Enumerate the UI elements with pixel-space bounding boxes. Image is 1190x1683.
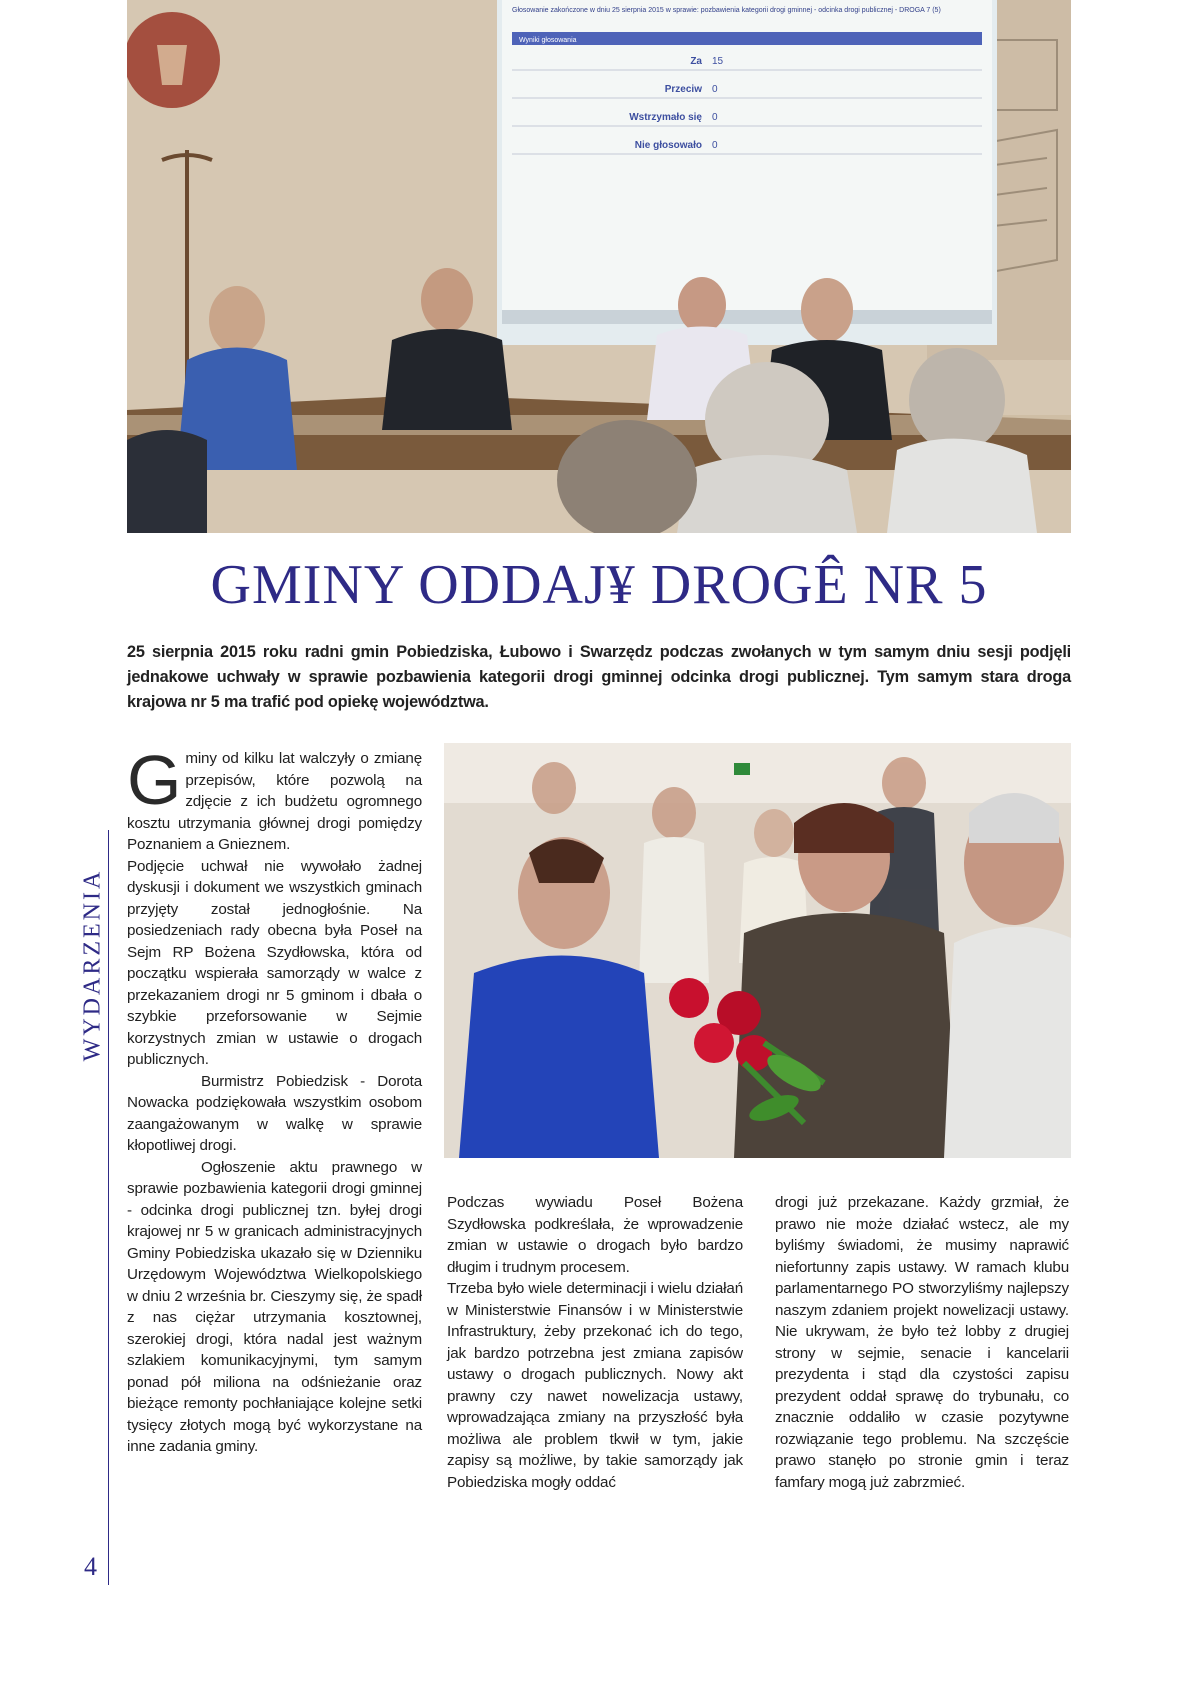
screen-tag: Wyniki głosowania: [519, 37, 577, 44]
photo-council-session: [127, 0, 1071, 533]
paragraph: Ogłoszenie aktu prawnego w sprawie pozbawienia kategorii drogi gminnej - odcinka drogi publicznej tzn. byłej drogi krajowej nr 5 w granicach administracyjnych Gminy Pobiedziska ukazało się w Dzienniku Urzędowym Województwa Wielkopolskiego w dniu 2 września br. Cieszymy się, że spadł z nas ciężar utrzymania kosztownej, szerokiej drogi, która nadal jest ważnym szlakiem komunikacyjnymi, tym samym ponad pół miliona na odśnieżanie oraz bieżące remonty pochłaniające kolejne setki tysięcy złotych mogą być wykorzystane na inne zadania gminy.: [127, 1158, 422, 1455]
article-column-3: [775, 1192, 1069, 1493]
paragraph: Trzeba było wiele determinacji i wielu działań w Ministerstwie Finansów i w Ministerstwie Infrastruktury, żeby przekonać ich do tego, jak bardzo potrzebna jest zmiana zapisów ustawy o drogach publicznych. Nowy akt prawny czy nawet nowelizacja ustawy, wprowadzająca zmiany na przyszłość była możliwa ale problem tkwił w tym, jakie zapisy są możliwe, by takie samorządy jak Pobiedziska mogły oddać: [447, 1280, 743, 1491]
article-column-2: [447, 1192, 743, 1493]
paragraph: Podczas wywiadu Poseł Bożena Szydłowska podkreślała, że wprowadzenie zmian w ustawie o drogach było bardzo długim i trudnym procesem.: [447, 1194, 743, 1276]
vote-label-for: Za: [690, 56, 702, 67]
page-number: 4: [84, 1552, 97, 1581]
article-lead: 25 sierpnia 2015 roku radni gmin Pobiedziska, Łubowo i Swarzędz podczas zwołanych w tym samym dniu sesji podjęli jednakowe uchwały w sprawie pozbawienia kategorii drogi gminnej odcinka drogi publicznej. Tym samym stara droga krajowa nr 5 ma trafić pod opiekę województwa.: [127, 643, 1071, 711]
section-label-text: WYDARZENIA: [79, 868, 106, 1062]
paragraph: Burmistrz Pobiedzisk - Dorota Nowacka podziękowała wszystkim osobom zaangażowanym w walkę w sprawie kłopotliwej drogi.: [127, 1072, 422, 1154]
paragraph-intro-text: miny od kilku lat walczyły o zmianę przepisów, które pozwolą na zdjęcie z ich budżetu ogromnego kosztu utrzymania głównej drogi pomiędzy Poznaniem a Gnieznem.: [127, 750, 422, 853]
blue-jacket: [459, 956, 659, 1159]
vote-value-for: 15: [712, 56, 724, 67]
paragraph: Podjęcie uchwał nie wywołało żadnej dyskusji i dokument we wszystkich gminach przyjęty został jednogłośnie. Na posiedzeniach rady obecna była Poseł na Sejm RP Bożena Szydłowska, która od początku wspierała samorządy w walce z przekazaniem drogi nr 5 gminom i dbała o szybkie przeforsowanie w Sejmie korzystnych zmian w ustawie o drogach publicznych.: [127, 857, 422, 1068]
screen-caption: Głosowanie zakończone w dniu 25 sierpnia 2015 w sprawie: pozbawienia kategorii drogi gminnej - odcinka drogi publicznej - DROGA 7 (5): [512, 7, 941, 14]
vote-value-against: 0: [712, 84, 718, 95]
paragraph: drogi już przekazane. Każdy grzmiał, że prawo nie może działać wstecz, ale my byliśmy świadomi, że musimy naprawić niefortunny zapis ustawy. W ramach klubu parlamentarnego PO stworzyliśmy najlepszy naszym zdaniem projekt nowelizacji ustawy. Nie ukrywam, że było też lobby z drugiej strony w sejmie, senacie i kancelarii prezydenta i stąd dla czystości zapisu prezydent oddał sprawę do trybunału, co znacznie oddaliło w czasie pozytywne rozwiązanie tego problemu. Na szczęście prawo stanęło po stronie gmin i teraz famfary mogą już zabrzmieć.: [775, 1194, 1069, 1491]
section-label: [73, 850, 113, 1080]
article-column-1: [127, 741, 422, 1458]
vote-value-not-voted: 0: [712, 140, 718, 151]
paragraph-intro: [127, 741, 422, 856]
vote-label-not-voted: Nie głosowało: [634, 140, 702, 151]
vote-label-against: Przeciw: [664, 84, 702, 95]
screen-blue-bar: [512, 32, 982, 45]
vote-value-abstained: 0: [712, 112, 718, 123]
drop-cap: G: [127, 741, 182, 819]
article-headline: GMINY ODDAJ¥ DROGÊ NR 5: [210, 554, 988, 616]
vertical-rule: [108, 830, 109, 1585]
photo-flower-presentation: [444, 743, 1071, 1158]
vote-label-abstained: Wstrzymało się: [629, 112, 702, 123]
